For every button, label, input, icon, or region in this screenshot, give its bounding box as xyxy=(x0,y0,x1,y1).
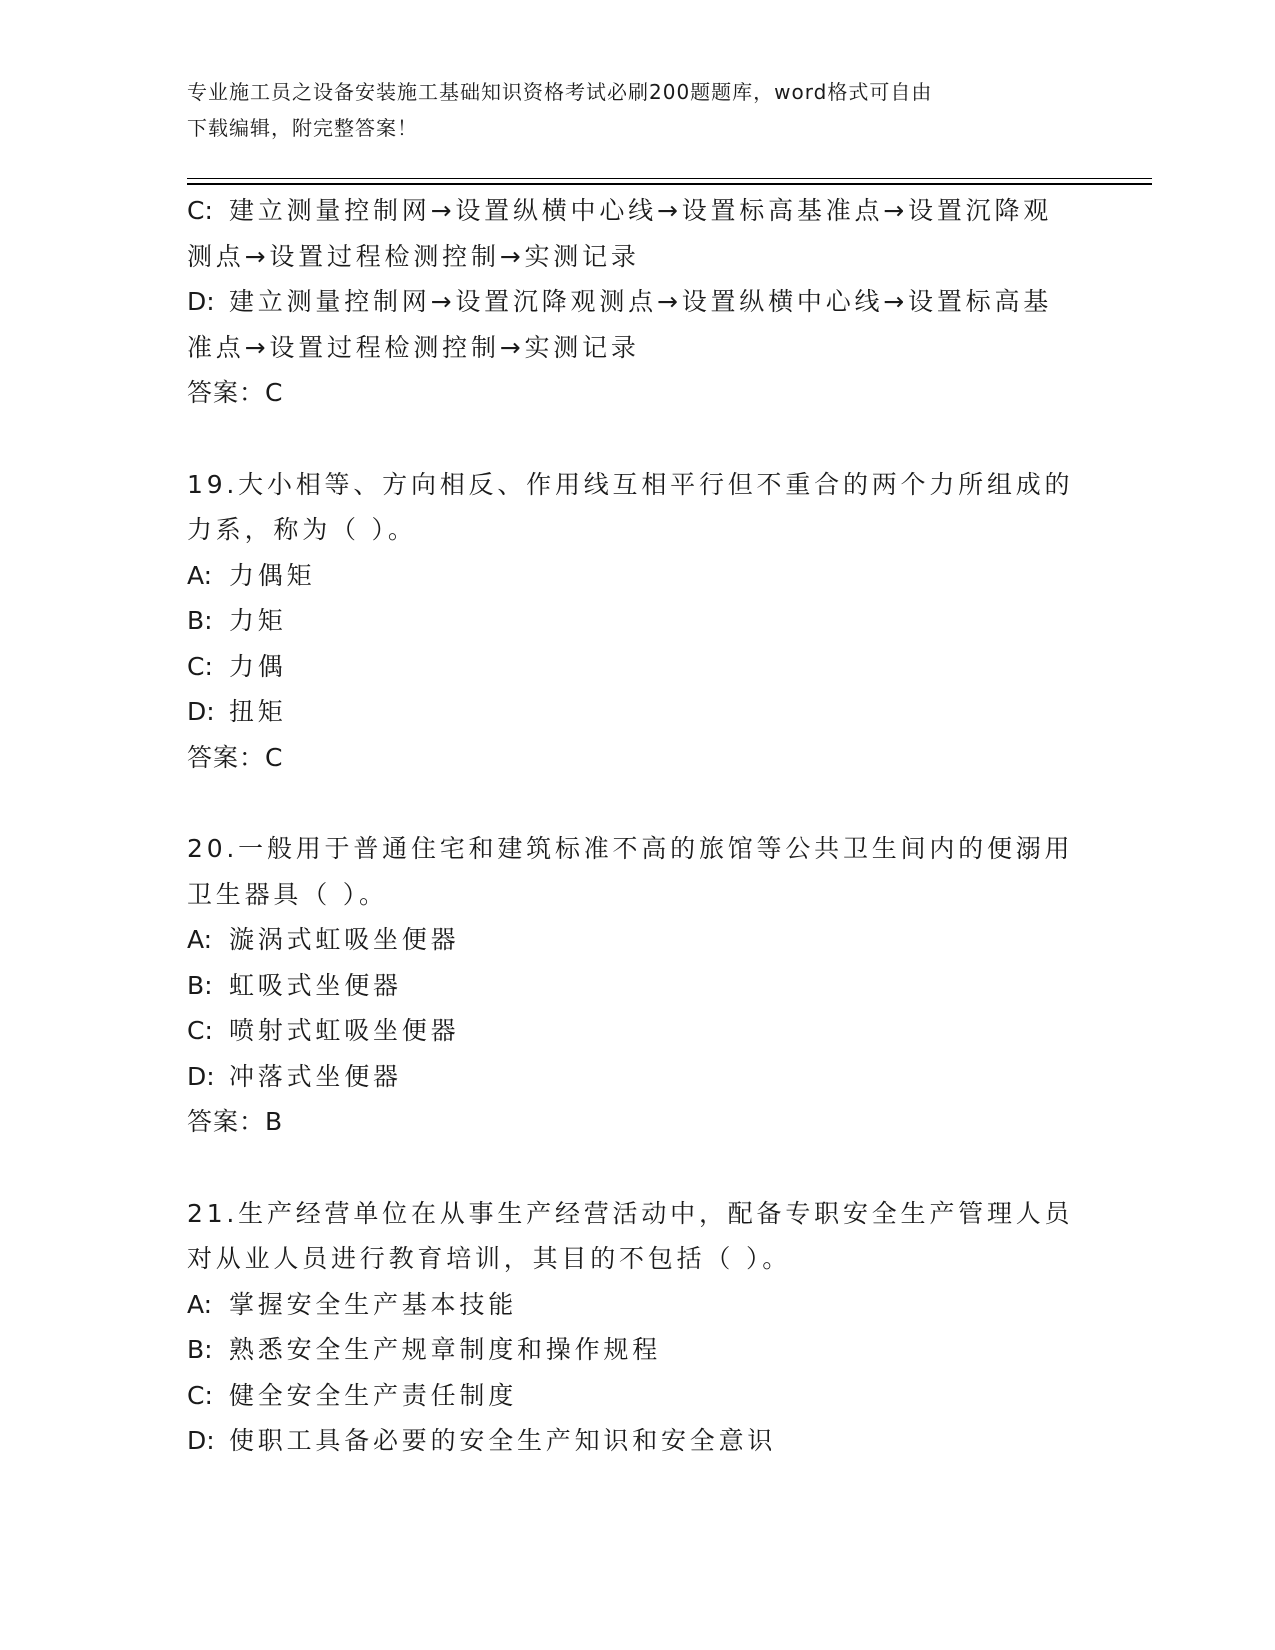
header-rule-thin xyxy=(187,178,1152,179)
option-letter: A: xyxy=(187,1289,213,1319)
question-stem-continued: 对从业人员进行教育培训，其目的不包括（ ）。 xyxy=(187,1244,792,1273)
question-stem: 21.生产经营单位在从事生产经营活动中，配备专职安全生产管理人员 xyxy=(187,1198,1074,1228)
option-c-continued: 测点→设置过程检测控制→实测记录 xyxy=(187,241,640,271)
option-text: 扭矩 xyxy=(229,697,287,726)
option-text: 喷射式虹吸坐便器 xyxy=(229,1016,460,1045)
question-18-tail xyxy=(187,188,1087,416)
option-letter: B: xyxy=(187,970,213,1000)
question-stem: 19.大小相等、方向相反、作用线互相平行但不重合的两个力所组成的 xyxy=(187,469,1074,499)
question-stem: 20.一般用于普通住宅和建筑标准不高的旅馆等公共卫生间内的便溺用 xyxy=(187,834,1074,863)
option-text: 力矩 xyxy=(229,606,287,635)
option-b xyxy=(187,963,1087,1009)
option-c xyxy=(187,1008,1087,1054)
answer: 答案：B xyxy=(187,1107,284,1136)
document-content xyxy=(187,188,1087,1464)
option-letter: D: xyxy=(187,287,215,316)
header-rule-thick xyxy=(187,183,1152,185)
question-stem-continued: 力系，称为（ ）。 xyxy=(187,515,417,544)
option-letter: C: xyxy=(187,651,213,681)
question-20 xyxy=(187,826,1087,1145)
option-text: 冲落式坐便器 xyxy=(229,1061,402,1091)
option-d xyxy=(187,279,1087,325)
option-c xyxy=(187,1373,1087,1419)
option-c xyxy=(187,188,1087,234)
option-letter: A: xyxy=(187,925,213,954)
option-letter: D: xyxy=(187,697,215,726)
option-text: 力偶矩 xyxy=(229,560,316,590)
option-text: 建立测量控制网→设置沉降观测点→设置纵横中心线→设置标高基 xyxy=(229,287,1053,316)
option-letter: B: xyxy=(187,1335,213,1364)
option-a xyxy=(187,553,1087,599)
question-21 xyxy=(187,1191,1087,1464)
option-text: 漩涡式虹吸坐便器 xyxy=(229,925,460,954)
option-text: 力偶 xyxy=(229,651,287,681)
header-line-2: 下载编辑，附完整答案！ xyxy=(187,116,418,140)
option-c xyxy=(187,644,1087,690)
option-letter: A: xyxy=(187,560,213,590)
option-letter: C: xyxy=(187,1380,213,1410)
option-text: 掌握安全生产基本技能 xyxy=(229,1289,518,1319)
question-19 xyxy=(187,462,1087,781)
option-d xyxy=(187,1418,1087,1464)
option-letter: C: xyxy=(187,1016,213,1045)
option-text: 建立测量控制网→设置纵横中心线→设置标高基准点→设置沉降观 xyxy=(229,196,1053,225)
option-b xyxy=(187,598,1087,644)
option-text: 熟悉安全生产规章制度和操作规程 xyxy=(229,1335,662,1364)
question-stem-continued: 卫生器具（ ）。 xyxy=(187,879,388,909)
answer: 答案：C xyxy=(187,378,284,407)
option-d xyxy=(187,1054,1087,1100)
option-text: 虹吸式坐便器 xyxy=(229,970,402,1000)
page-header xyxy=(187,74,1087,146)
header-line-1: 专业施工员之设备安装施工基础知识资格考试必刷200题题库，word格式可自由 xyxy=(187,80,933,104)
answer: 答案：C xyxy=(187,742,284,772)
option-letter: D: xyxy=(187,1061,215,1091)
option-d xyxy=(187,689,1087,735)
option-letter: B: xyxy=(187,606,213,635)
option-d-continued: 准点→设置过程检测控制→实测记录 xyxy=(187,332,640,362)
option-letter: C: xyxy=(187,196,213,225)
option-text: 使职工具备必要的安全生产知识和安全意识 xyxy=(229,1426,777,1455)
option-text: 健全安全生产责任制度 xyxy=(229,1380,518,1410)
option-a xyxy=(187,1282,1087,1328)
option-a xyxy=(187,917,1087,963)
option-letter: D: xyxy=(187,1426,215,1455)
option-b xyxy=(187,1327,1087,1373)
